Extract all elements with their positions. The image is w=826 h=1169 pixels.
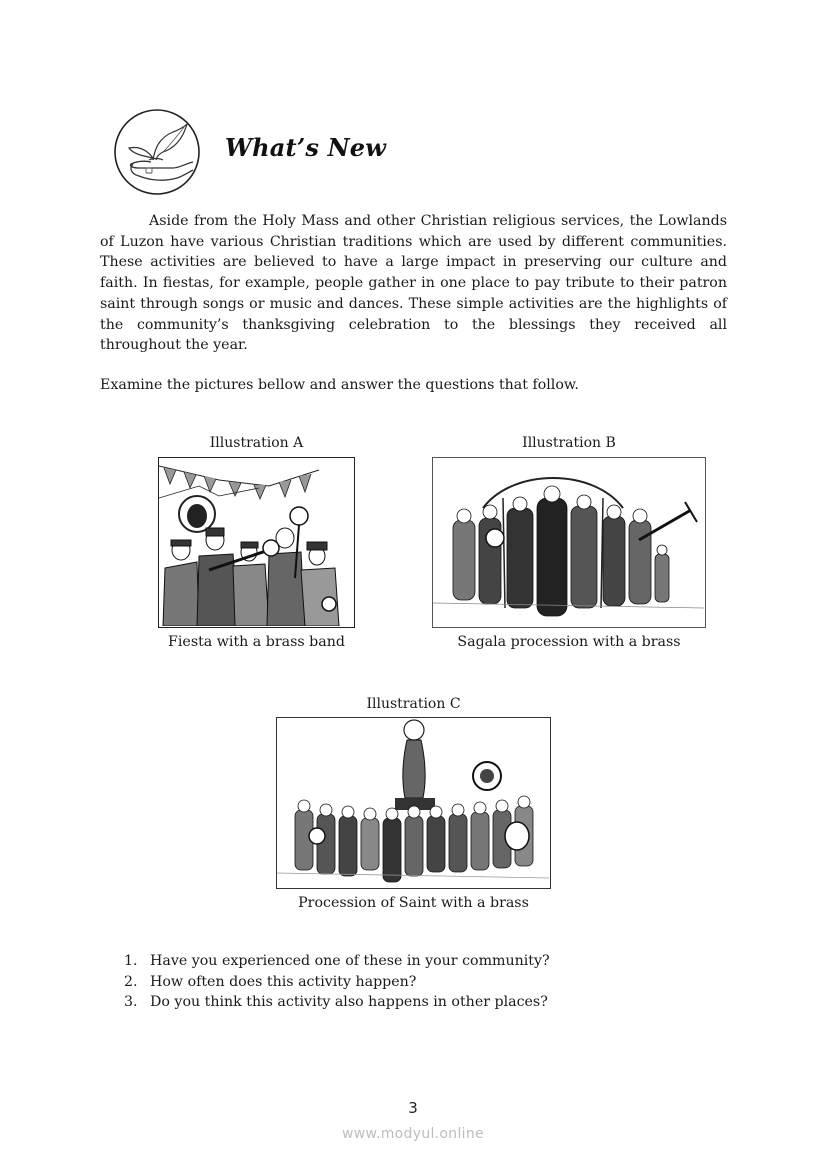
section-title: What’s New xyxy=(225,133,387,162)
illustration-c-label: Illustration C xyxy=(366,696,461,712)
question-number: 2. xyxy=(124,973,138,990)
question-text: Do you think this activity also happens in other places? xyxy=(150,994,548,1010)
intro-paragraph-text: Aside from the Holy Mass and other Christian religious services, the Lowlands of Luzon have various Christian traditions which are used by different communities. These activities are believed to have a large impact in preserving our culture and faith. In fiestas, for example, people gather in one place to pay tribute to their patron saint through songs or music and dances. These simple activities are the highlights of the community’s thanksgiving celebration to the blessings they received all throughout the year. xyxy=(100,213,727,354)
question-item xyxy=(124,972,550,993)
illustration-b-caption: Sagala procession with a brass xyxy=(457,634,681,650)
question-item xyxy=(124,992,550,1013)
saint-procession-drawing xyxy=(276,717,551,889)
question-number: 1. xyxy=(124,953,138,969)
illustration-c-caption: Procession of Saint with a brass xyxy=(298,895,529,911)
instruction-text: Examine the pictures bellow and answer the questions that follow. xyxy=(100,377,579,393)
question-number: 3. xyxy=(124,994,138,1010)
question-text: Have you experienced one of these in your community? xyxy=(150,953,550,969)
intro-paragraph xyxy=(100,211,727,356)
brass-band-fiesta-drawing xyxy=(158,457,355,628)
illustration-b-label: Illustration B xyxy=(522,435,616,451)
question-text: How often does this activity happen? xyxy=(150,973,417,990)
questions-list xyxy=(124,951,550,1013)
sagala-procession-drawing xyxy=(432,457,706,628)
hand-holding-seedling-icon xyxy=(113,108,201,196)
illustration-a-caption: Fiesta with a brass band xyxy=(168,634,345,650)
illustration-a-label: Illustration A xyxy=(209,435,304,451)
watermark: www.modyul.online xyxy=(342,1126,484,1142)
question-item xyxy=(124,951,550,972)
page-number: 3 xyxy=(408,1099,418,1117)
